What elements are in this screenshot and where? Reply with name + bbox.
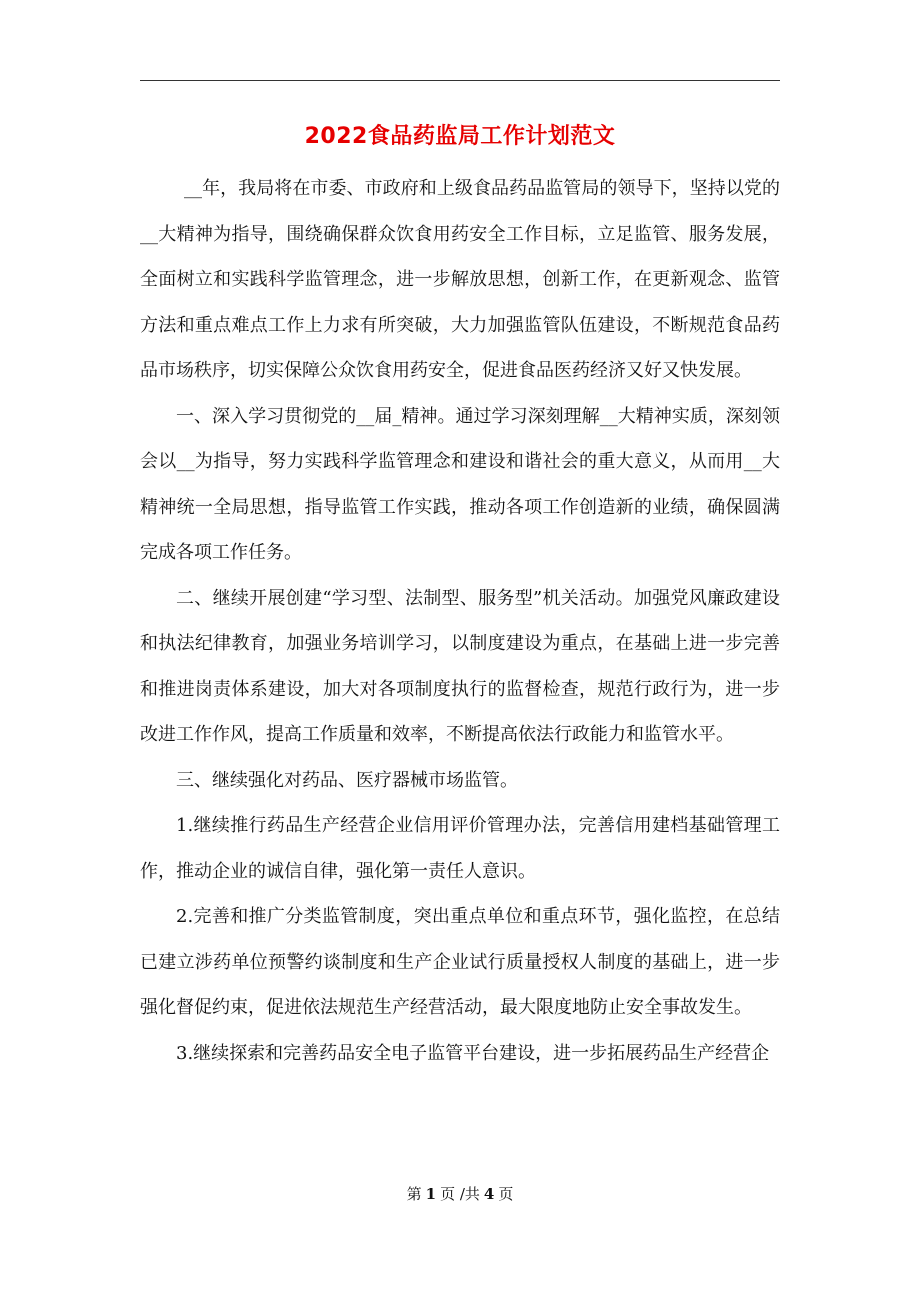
paragraph-item-1: 1.继续推行药品生产经营企业信用评价管理办法，完善信用建档基础管理工作，推动企业的诚信自律，强化第一责任人意识。 (140, 815, 780, 882)
paragraph-item-2: 2.完善和推广分类监管制度，突出重点单位和重点环节，强化监控，在总结已建立涉药单位预警约谈制度和生产企业试行质量授权人制度的基础上，进一步强化督促约束，促进依法规范生产经营活动，最大限度地防止安全事故发生。 (140, 906, 780, 1018)
footer-page-number: 1 (425, 1185, 437, 1203)
footer-prefix: 第 (406, 1185, 422, 1203)
paragraph-section-2: 二、继续开展创建“学习型、法制型、服务型”机关活动。加强党风廉政建设和执法纪律教育，加强业务培训学习，以制度建设为重点，在基础上进一步完善和推进岗责体系建设，加大对各项制度执行的监督检查，规范行政行为，进一步改进工作作风，提高工作质量和效率，不断提高依法行政能力和监管水平。 (140, 587, 780, 745)
page-footer (140, 1184, 780, 1204)
footer-middle: 页 /共 (440, 1185, 480, 1203)
document-body (140, 166, 780, 1076)
footer-total-pages: 4 (483, 1185, 495, 1203)
paragraph-intro: __年，我局将在市委、市政府和上级食品药品监管局的领导下，坚持以党的__大精神为指导，围绕确保群众饮食用药安全工作目标，立足监管、服务发展，全面树立和实践科学监管理念，进一步解放思想，创新工作，在更新观念、监管方法和重点难点工作上力求有所突破，大力加强监管队伍建设，不断规范食品药品市场秩序，切实保障公众饮食用药安全，促进食品医药经济又好又快发展。 (140, 178, 780, 381)
header-rule (140, 80, 780, 81)
footer-suffix: 页 (498, 1185, 514, 1203)
document-title: 2022食品药监局工作计划范文 (304, 124, 616, 149)
paragraph-section-3: 三、继续强化对药品、医疗器械市场监管。 (176, 769, 518, 791)
paragraph-section-1: 一、深入学习贯彻党的__届_精神。通过学习深刻理解__大精神实质，深刻领会以__为指导，努力实践科学监管理念和建设和谐社会的重大意义，从而用__大精神统一全局思想，指导监管工作实践，推动各项工作创造新的业绩，确保圆满完成各项工作任务。 (140, 405, 780, 563)
paragraph-item-3: 3.继续探索和完善药品安全电子监管平台建设，进一步拓展药品生产经营企 (176, 1042, 770, 1064)
